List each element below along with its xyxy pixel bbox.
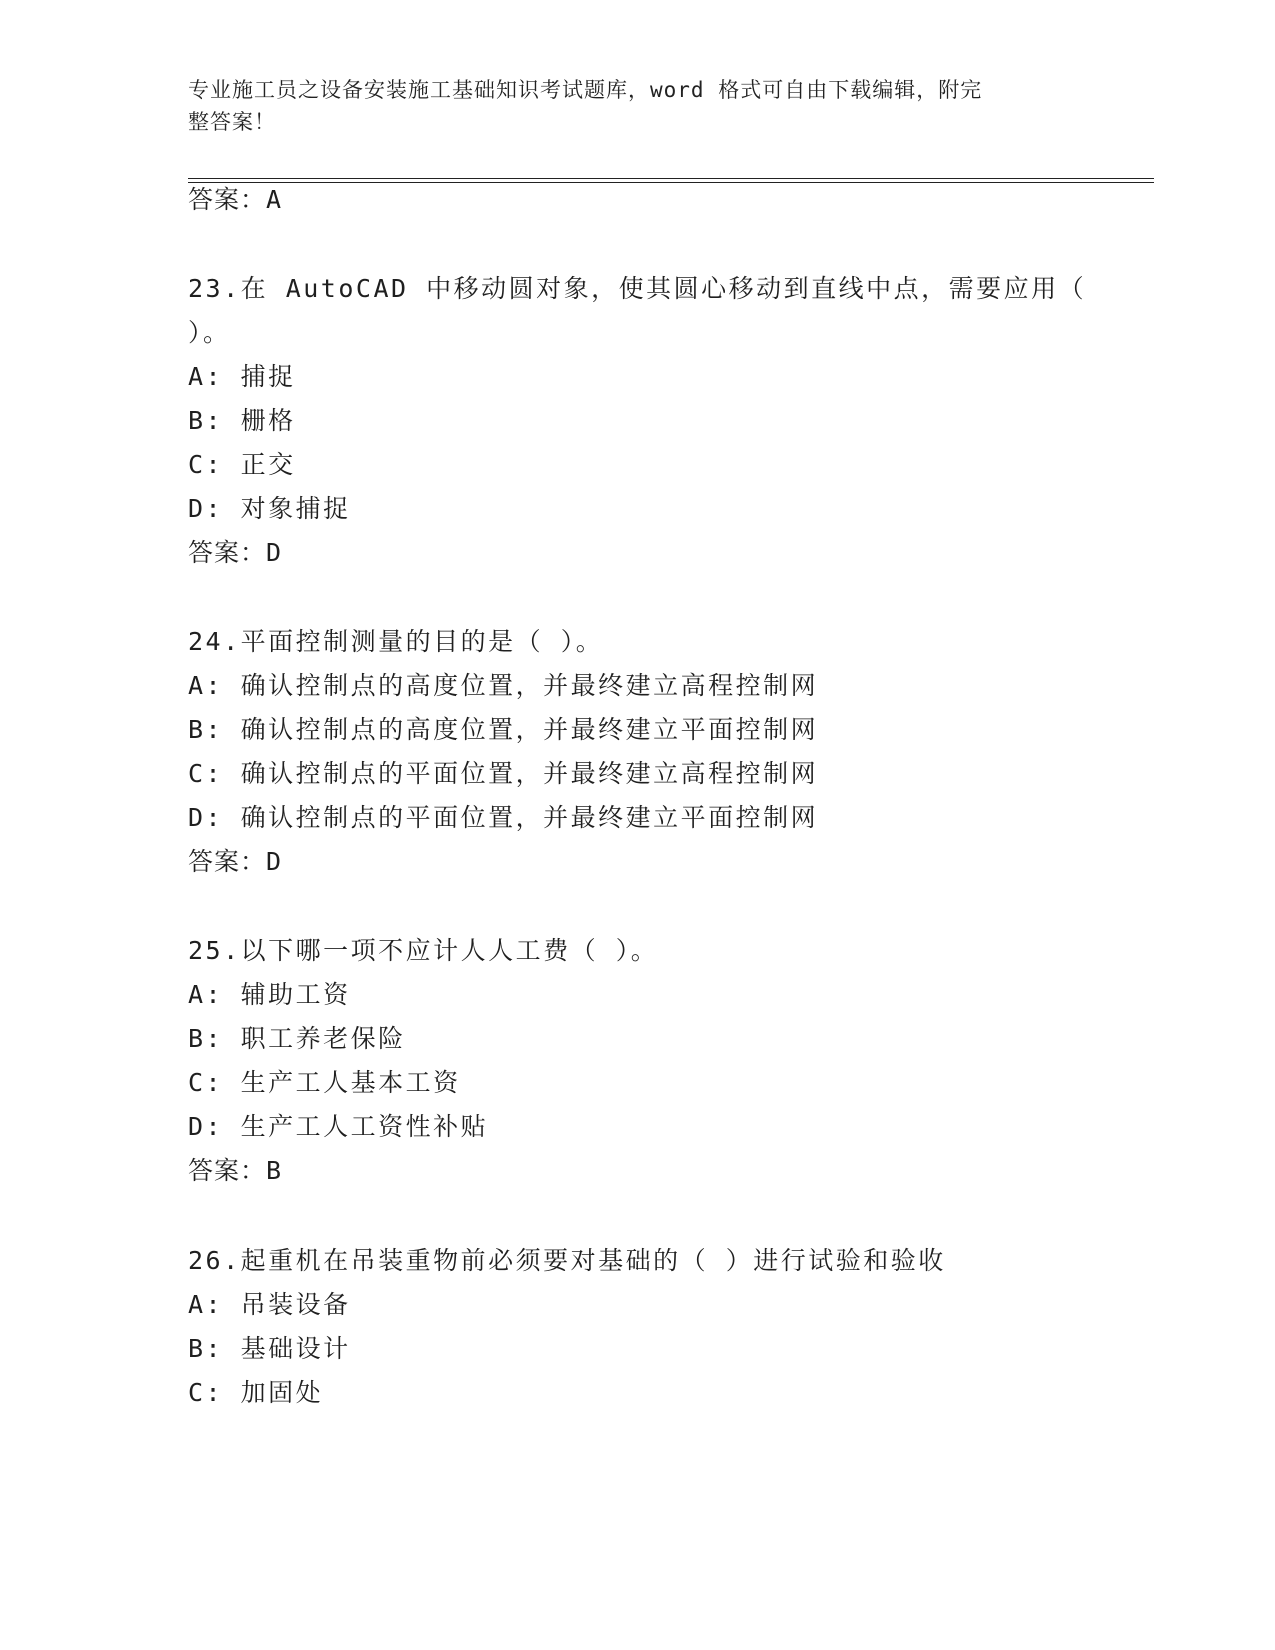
question-24-option-d: D: 确认控制点的平面位置，并最终建立平面控制网 [188, 803, 819, 832]
answer-value: D [266, 538, 283, 567]
question-26-stem: 26.起重机在吊装重物前必须要对基础的（ ）进行试验和验收 [188, 1246, 946, 1275]
question-23-option-a: A: 捕捉 [188, 362, 296, 391]
question-24-option-a: A: 确认控制点的高度位置，并最终建立高程控制网 [188, 671, 819, 700]
question-25-option-c: C: 生产工人基本工资 [188, 1068, 461, 1097]
answer-value: D [266, 847, 283, 876]
answer-label: 答案： [188, 185, 267, 214]
question-23-option-c: C: 正交 [188, 450, 296, 479]
question-26-option-c: C: 加固处 [188, 1378, 324, 1407]
question-25-option-d: D: 生产工人工资性补贴 [188, 1112, 489, 1141]
header-divider [188, 178, 1154, 183]
header-line-2: 整答案！ [188, 110, 276, 134]
question-25-option-a: A: 辅助工资 [188, 980, 351, 1009]
answer-label: 答案： [188, 1156, 267, 1185]
answer-label: 答案： [188, 847, 267, 876]
question-24-option-b: B: 确认控制点的高度位置，并最终建立平面控制网 [188, 715, 819, 744]
question-24-answer [188, 844, 282, 880]
answer-label: 答案： [188, 538, 267, 567]
question-24-stem: 24.平面控制测量的目的是（ ）。 [188, 627, 604, 656]
answer-value: A [266, 185, 283, 214]
question-26-option-b: B: 基础设计 [188, 1334, 351, 1363]
question-23-stem-line-1: 23.在 AutoCAD 中移动圆对象，使其圆心移动到直线中点，需要应用（ [188, 274, 1087, 303]
question-23-option-d: D: 对象捕捉 [188, 494, 351, 523]
answer-prev [188, 182, 282, 218]
answer-value: B [266, 1156, 283, 1185]
header-line-1: 专业施工员之设备安装施工基础知识考试题库，word 格式可自由下载编辑，附完 [188, 78, 983, 102]
document-header [188, 74, 1088, 138]
question-25-option-b: B: 职工养老保险 [188, 1024, 406, 1053]
question-26-option-a: A: 吊装设备 [188, 1290, 351, 1319]
question-23-stem-line-2: ）。 [188, 318, 231, 347]
question-25-answer [188, 1153, 282, 1189]
question-25-stem: 25.以下哪一项不应计人人工费（ ）。 [188, 936, 659, 965]
question-24-option-c: C: 确认控制点的平面位置，并最终建立高程控制网 [188, 759, 819, 788]
question-23-answer [188, 535, 282, 571]
question-23-option-b: B: 栅格 [188, 406, 296, 435]
